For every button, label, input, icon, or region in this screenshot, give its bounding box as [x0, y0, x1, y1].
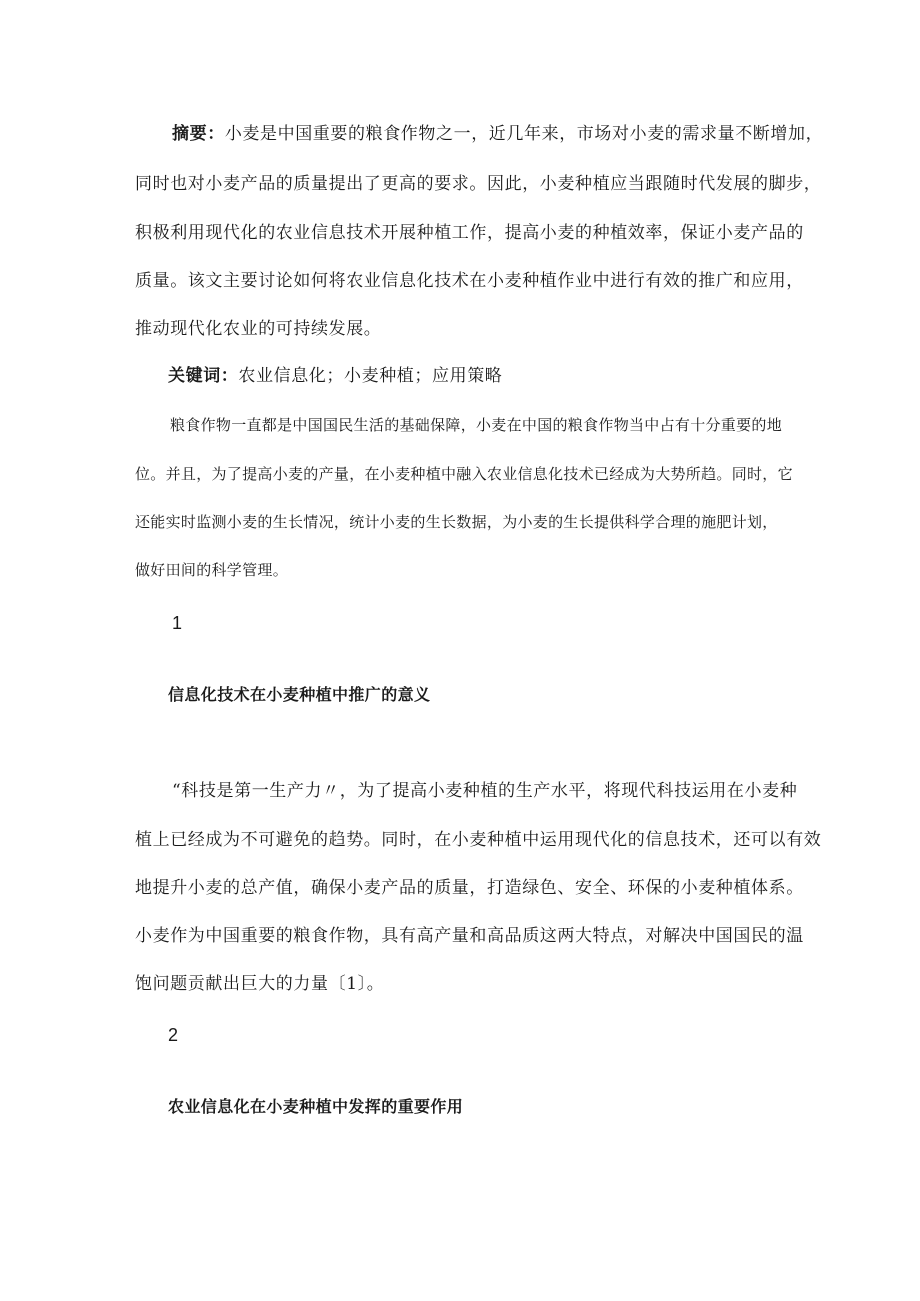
section-1-line-5: 饱问题贡献出巨大的力量〔1〕。: [135, 974, 385, 994]
abstract-line-2: 同时也对小麦产品的质量提出了更高的要求。因此，小麦种植应当跟随时代发展的脚步，: [135, 174, 822, 194]
abstract-line-1: 摘要：小麦是中国重要的粮食作物之一，近几年来，市场对小麦的需求量不断增加，: [172, 124, 824, 144]
abstract-line-5: 推动现代化农业的可持续发展。: [135, 319, 382, 339]
abstract-label: 摘要：: [172, 124, 225, 144]
intro-line-2: 位。并且，为了提高小麦的产量，在小麦种植中融入农业信息化技术已经成为大势所趋。同时，它: [135, 465, 793, 483]
keywords-line: [168, 364, 502, 388]
abstract-line-4: 质量。该文主要讨论如何将农业信息化技术在小麦种植作业中进行有效的推广和应用，: [135, 271, 804, 291]
section-1-title: 信息化技术在小麦种植中推广的意义: [168, 685, 431, 704]
section-1-line-2: 植上已经成为不可避免的趋势。同时，在小麦种植中运用现代化的信息技术，还可以有效: [135, 830, 822, 850]
keywords-label: 关键词：: [168, 366, 239, 386]
intro-line-1: 粮食作物一直都是中国国民生活的基础保障，小麦在中国的粮食作物当中占有十分重要的地: [170, 416, 783, 434]
section-1-line-1: “科技是第一生产力〃，为了提高小麦种植的生产水平，将现代科技运用在小麦种: [172, 781, 798, 801]
section-1-line-4: 小麦作为中国重要的粮食作物，具有高产量和高品质这两大特点，对解决中国国民的温: [135, 926, 804, 946]
intro-line-3: 还能实时监测小麦的生长情况，统计小麦的生长数据，为小麦的生长提供科学合理的施肥计划，: [135, 513, 778, 531]
keywords-text: 农业信息化；小麦种植；应用策略: [238, 366, 503, 386]
abstract-line-3: 积极利用现代化的农业信息技术开展种植工作，提高小麦的种植效率，保证小麦产品的: [135, 223, 804, 243]
section-2-title: 农业信息化在小麦种植中发挥的重要作用: [168, 1097, 464, 1116]
section-2-number: 2: [168, 1025, 179, 1045]
section-1-line-3: 地提升小麦的总产值，确保小麦产品的质量，打造绿色、安全、环保的小麦种植体系。: [135, 878, 804, 898]
intro-line-4: 做好田间的科学管理。: [135, 561, 289, 579]
section-1-number: 1: [172, 613, 183, 633]
